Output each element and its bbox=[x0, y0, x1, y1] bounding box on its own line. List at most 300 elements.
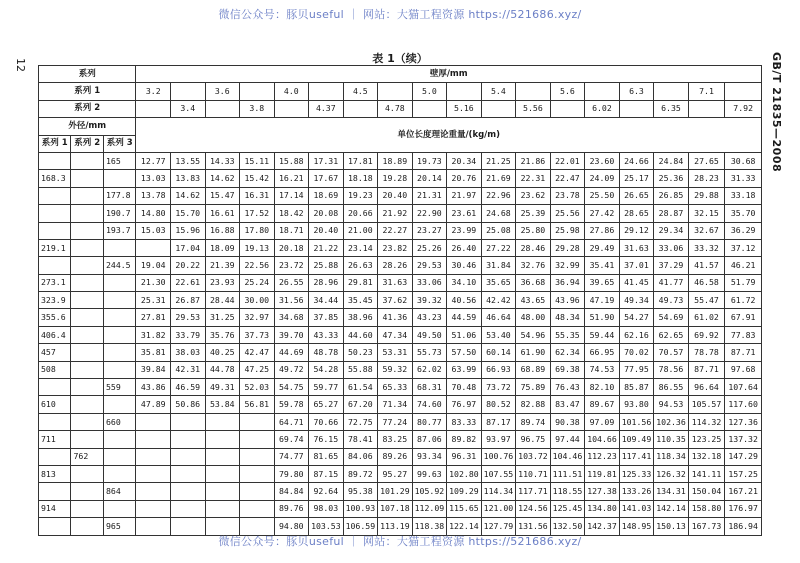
weight-cell: 36.29 bbox=[725, 222, 762, 239]
thickness-s1-cell: 4.5 bbox=[343, 83, 378, 100]
weight-cell: 93.34 bbox=[412, 448, 447, 465]
weight-cell: 95.27 bbox=[378, 465, 413, 482]
weight-cell: 96.64 bbox=[688, 379, 725, 396]
weight-cell: 56.81 bbox=[240, 396, 275, 413]
weight-cell: 26.87 bbox=[171, 292, 206, 309]
weight-cell: 83.25 bbox=[378, 431, 413, 448]
weight-cell: 89.26 bbox=[378, 448, 413, 465]
outer-diameter-s1: 168.3 bbox=[39, 170, 71, 187]
weight-cell: 68.89 bbox=[516, 361, 551, 378]
table-row bbox=[39, 152, 762, 169]
watermark-top: 微信公众号：豚贝useful ｜ 网站：大猫工程资源 https://521686.xyz/ bbox=[218, 8, 582, 21]
outer-diameter-s3 bbox=[103, 239, 136, 256]
weight-cell: 97.68 bbox=[725, 361, 762, 378]
weight-cell: 35.76 bbox=[205, 326, 240, 343]
weight-cell bbox=[171, 483, 206, 500]
weight-cell: 25.26 bbox=[412, 239, 447, 256]
weight-cell: 51.79 bbox=[725, 274, 762, 291]
weight-cell: 48.00 bbox=[516, 309, 551, 326]
weight-cell: 41.36 bbox=[378, 309, 413, 326]
weight-cell: 111.51 bbox=[550, 465, 585, 482]
weight-cell: 106.59 bbox=[343, 518, 378, 535]
outer-diameter-s3: 965 bbox=[103, 518, 136, 535]
weight-cell: 132.50 bbox=[550, 518, 585, 535]
table-row bbox=[39, 379, 762, 396]
weight-cell: 76.43 bbox=[550, 379, 585, 396]
outer-diameter-s2 bbox=[71, 431, 103, 448]
weight-cell: 109.29 bbox=[447, 483, 482, 500]
outer-diameter-s2 bbox=[71, 344, 103, 361]
weight-cell: 87.71 bbox=[688, 361, 725, 378]
weight-cell: 63.99 bbox=[447, 361, 482, 378]
weight-cell: 77.95 bbox=[619, 361, 654, 378]
weight-cell: 40.25 bbox=[205, 344, 240, 361]
weight-cell: 83.47 bbox=[550, 396, 585, 413]
weight-cell: 23.72 bbox=[274, 257, 309, 274]
weight-cell: 20.08 bbox=[309, 205, 344, 222]
outer-diameter-s2 bbox=[71, 396, 103, 413]
weight-cell: 21.69 bbox=[481, 170, 516, 187]
weight-cell: 20.14 bbox=[412, 170, 447, 187]
weight-cell: 70.66 bbox=[309, 413, 344, 430]
weight-cell: 85.87 bbox=[619, 379, 654, 396]
weight-cell: 35.70 bbox=[725, 205, 762, 222]
weight-cell: 119.81 bbox=[585, 465, 620, 482]
weight-cell: 157.25 bbox=[725, 465, 762, 482]
weight-cell: 18.69 bbox=[309, 187, 344, 204]
weight-cell: 28.26 bbox=[378, 257, 413, 274]
weight-cell: 55.35 bbox=[550, 326, 585, 343]
weight-cell: 60.14 bbox=[481, 344, 516, 361]
outer-diameter-s2 bbox=[71, 326, 103, 343]
weight-cell: 29.49 bbox=[585, 239, 620, 256]
weight-cell: 27.81 bbox=[136, 309, 171, 326]
weight-cell bbox=[171, 431, 206, 448]
weight-cell: 31.84 bbox=[481, 257, 516, 274]
outer-diameter-s2 bbox=[71, 274, 103, 291]
weight-cell: 18.18 bbox=[343, 170, 378, 187]
outer-diameter-s1: 219.1 bbox=[39, 239, 71, 256]
weight-cell: 28.46 bbox=[516, 239, 551, 256]
weight-cell: 37.12 bbox=[725, 239, 762, 256]
thickness-s2-cell bbox=[343, 100, 378, 117]
weight-cell bbox=[205, 431, 240, 448]
page-number: 12 bbox=[14, 58, 27, 72]
thickness-s1-cell bbox=[309, 83, 344, 100]
weight-cell: 59.32 bbox=[378, 361, 413, 378]
weight-cell: 37.85 bbox=[309, 309, 344, 326]
weight-cell bbox=[136, 431, 171, 448]
weight-cell: 23.93 bbox=[205, 274, 240, 291]
weight-cell: 22.31 bbox=[516, 170, 551, 187]
outer-diameter-s1: 406.4 bbox=[39, 326, 71, 343]
weight-cell bbox=[240, 500, 275, 517]
weight-cell: 25.08 bbox=[481, 222, 516, 239]
weight-cell: 35.65 bbox=[481, 274, 516, 291]
table-row bbox=[39, 222, 762, 239]
outer-diameter-s3 bbox=[103, 292, 136, 309]
weight-cell: 28.96 bbox=[309, 274, 344, 291]
standard-code: GB/T 21835—2008 bbox=[770, 52, 783, 173]
thickness-s1-cell bbox=[654, 83, 689, 100]
weight-cell: 103.53 bbox=[309, 518, 344, 535]
table-row bbox=[39, 500, 762, 517]
weight-cell: 107.64 bbox=[725, 379, 762, 396]
outer-diameter-s3: 244.5 bbox=[103, 257, 136, 274]
weight-cell: 19.23 bbox=[343, 187, 378, 204]
thickness-s2-cell: 4.78 bbox=[378, 100, 413, 117]
weight-cell: 41.57 bbox=[688, 257, 725, 274]
outer-diameter-s3 bbox=[103, 431, 136, 448]
weight-cell: 59.78 bbox=[274, 396, 309, 413]
weight-cell: 95.38 bbox=[343, 483, 378, 500]
series2-header: 系列 2 bbox=[39, 100, 136, 117]
weight-cell: 158.80 bbox=[688, 500, 725, 517]
weight-cell bbox=[240, 431, 275, 448]
weight-cell: 23.82 bbox=[378, 239, 413, 256]
weight-cell: 80.77 bbox=[412, 413, 447, 430]
weight-cell: 114.34 bbox=[481, 483, 516, 500]
outer-diameter-s1: 457 bbox=[39, 344, 71, 361]
thickness-s1-cell bbox=[516, 83, 551, 100]
weight-cell: 32.76 bbox=[516, 257, 551, 274]
weight-cell: 28.87 bbox=[654, 205, 689, 222]
weight-cell: 98.03 bbox=[309, 500, 344, 517]
table-row bbox=[39, 257, 762, 274]
weight-cell: 93.97 bbox=[481, 431, 516, 448]
weight-cell: 25.24 bbox=[240, 274, 275, 291]
weight-cell bbox=[205, 465, 240, 482]
thickness-s2-cell bbox=[688, 100, 725, 117]
series-header: 系列 bbox=[39, 66, 136, 83]
weight-cell: 12.77 bbox=[136, 152, 171, 169]
weight-cell: 105.57 bbox=[688, 396, 725, 413]
weight-cell: 22.56 bbox=[240, 257, 275, 274]
weight-cell: 55.73 bbox=[412, 344, 447, 361]
weight-cell: 47.34 bbox=[378, 326, 413, 343]
weight-cell: 27.86 bbox=[585, 222, 620, 239]
thickness-s1-cell: 5.4 bbox=[481, 83, 516, 100]
weight-cell: 30.68 bbox=[725, 152, 762, 169]
weight-cell: 83.33 bbox=[447, 413, 482, 430]
thickness-s2-cell: 5.16 bbox=[447, 100, 482, 117]
weight-cell: 66.95 bbox=[585, 344, 620, 361]
outer-diameter-s3: 177.8 bbox=[103, 187, 136, 204]
weight-cell: 96.31 bbox=[447, 448, 482, 465]
outer-diameter-s1 bbox=[39, 483, 71, 500]
weight-cell: 167.21 bbox=[725, 483, 762, 500]
weight-cell: 23.99 bbox=[447, 222, 482, 239]
weight-cell: 61.54 bbox=[343, 379, 378, 396]
weight-cell: 52.03 bbox=[240, 379, 275, 396]
weight-cell: 26.65 bbox=[619, 187, 654, 204]
od-series1-label: 系列 1 bbox=[39, 135, 71, 152]
weight-cell: 27.65 bbox=[688, 152, 725, 169]
weight-cell: 78.78 bbox=[688, 344, 725, 361]
outer-diameter-s2 bbox=[71, 257, 103, 274]
header-row-series bbox=[39, 66, 762, 83]
weight-cell: 89.72 bbox=[343, 465, 378, 482]
weight-cell: 79.80 bbox=[274, 465, 309, 482]
weight-cell: 89.82 bbox=[447, 431, 482, 448]
weight-cell: 62.65 bbox=[654, 326, 689, 343]
weight-cell: 82.88 bbox=[516, 396, 551, 413]
outer-diameter-s2 bbox=[71, 413, 103, 430]
weight-cell: 23.27 bbox=[412, 222, 447, 239]
weight-cell: 35.41 bbox=[585, 257, 620, 274]
weight-cell: 23.61 bbox=[447, 205, 482, 222]
thickness-s2-cell: 4.37 bbox=[309, 100, 344, 117]
weight-cell: 77.83 bbox=[725, 326, 762, 343]
weight-cell: 28.65 bbox=[619, 205, 654, 222]
weight-cell: 19.28 bbox=[378, 170, 413, 187]
weight-cell: 33.32 bbox=[688, 239, 725, 256]
weight-cell: 78.41 bbox=[343, 431, 378, 448]
weight-cell: 65.33 bbox=[378, 379, 413, 396]
outer-diameter-s2 bbox=[71, 205, 103, 222]
table-row bbox=[39, 292, 762, 309]
weight-cell: 22.47 bbox=[550, 170, 585, 187]
weight-cell: 17.67 bbox=[309, 170, 344, 187]
weight-cell: 33.18 bbox=[725, 187, 762, 204]
table-row bbox=[39, 239, 762, 256]
weight-cell: 84.84 bbox=[274, 483, 309, 500]
weight-cell: 67.91 bbox=[725, 309, 762, 326]
weight-cell: 51.06 bbox=[447, 326, 482, 343]
weight-cell: 20.40 bbox=[378, 187, 413, 204]
outer-diameter-s1 bbox=[39, 152, 71, 169]
thickness-s1-cell bbox=[240, 83, 275, 100]
outer-diameter-s3 bbox=[103, 465, 136, 482]
weight-cell: 25.56 bbox=[550, 205, 585, 222]
weight-cell: 21.30 bbox=[136, 274, 171, 291]
outer-diameter-s1: 273.1 bbox=[39, 274, 71, 291]
weight-cell: 61.90 bbox=[516, 344, 551, 361]
weight-cell: 29.88 bbox=[688, 187, 725, 204]
weight-cell: 28.44 bbox=[205, 292, 240, 309]
weight-cell: 24.09 bbox=[585, 170, 620, 187]
weight-cell: 112.09 bbox=[412, 500, 447, 517]
weight-cell: 49.72 bbox=[274, 361, 309, 378]
outer-diameter-s1: 508 bbox=[39, 361, 71, 378]
table-row bbox=[39, 361, 762, 378]
outer-diameter-s2 bbox=[71, 292, 103, 309]
series1-header: 系列 1 bbox=[39, 83, 136, 100]
weight-cell: 46.21 bbox=[725, 257, 762, 274]
weight-cell: 109.49 bbox=[619, 431, 654, 448]
table-row bbox=[39, 344, 762, 361]
weight-cell: 53.31 bbox=[378, 344, 413, 361]
weight-cell: 55.88 bbox=[343, 361, 378, 378]
weight-cell: 47.19 bbox=[585, 292, 620, 309]
outer-diameter-s3 bbox=[103, 448, 136, 465]
weight-cell: 50.23 bbox=[343, 344, 378, 361]
weight-cell: 20.66 bbox=[343, 205, 378, 222]
outer-diameter-s3: 864 bbox=[103, 483, 136, 500]
weight-cell: 110.35 bbox=[654, 431, 689, 448]
weight-cell bbox=[136, 465, 171, 482]
weight-cell: 176.97 bbox=[725, 500, 762, 517]
outer-diameter-s1: 711 bbox=[39, 431, 71, 448]
weight-cell bbox=[136, 448, 171, 465]
outer-diameter-s2 bbox=[71, 500, 103, 517]
weight-cell: 14.62 bbox=[205, 170, 240, 187]
od-series3-label: 系列 3 bbox=[103, 135, 136, 152]
weight-cell bbox=[171, 413, 206, 430]
weight-cell: 77.24 bbox=[378, 413, 413, 430]
weight-cell: 21.00 bbox=[343, 222, 378, 239]
weight-cell: 94.53 bbox=[654, 396, 689, 413]
weight-cell: 32.99 bbox=[550, 257, 585, 274]
weight-cell: 47.25 bbox=[240, 361, 275, 378]
outer-diameter-s2: 762 bbox=[71, 448, 103, 465]
weight-cell: 16.61 bbox=[205, 205, 240, 222]
weight-cell: 90.38 bbox=[550, 413, 585, 430]
weight-cell: 15.96 bbox=[171, 222, 206, 239]
weight-cell bbox=[171, 448, 206, 465]
weight-cell: 62.34 bbox=[550, 344, 585, 361]
weight-cell: 29.34 bbox=[654, 222, 689, 239]
weight-cell: 43.23 bbox=[412, 309, 447, 326]
weight-cell: 100.93 bbox=[343, 500, 378, 517]
thickness-s2-cell: 6.02 bbox=[585, 100, 620, 117]
weight-cell: 20.34 bbox=[447, 152, 482, 169]
weight-cell: 84.06 bbox=[343, 448, 378, 465]
weight-cell: 17.80 bbox=[240, 222, 275, 239]
weight-cell: 21.22 bbox=[309, 239, 344, 256]
weight-cell: 137.32 bbox=[725, 431, 762, 448]
weight-cell: 44.69 bbox=[274, 344, 309, 361]
weight-cell: 75.89 bbox=[516, 379, 551, 396]
outer-diameter-s3 bbox=[103, 326, 136, 343]
weight-cell: 49.50 bbox=[412, 326, 447, 343]
weight-cell: 122.14 bbox=[447, 518, 482, 535]
outer-diameter-s1: 914 bbox=[39, 500, 71, 517]
weight-cell: 25.98 bbox=[550, 222, 585, 239]
weight-cell: 35.45 bbox=[343, 292, 378, 309]
outer-diameter-s1: 813 bbox=[39, 465, 71, 482]
weight-cell bbox=[171, 465, 206, 482]
weight-cell: 33.06 bbox=[654, 239, 689, 256]
weight-cell bbox=[205, 413, 240, 430]
weight-cell: 32.15 bbox=[688, 205, 725, 222]
outer-diameter-s2 bbox=[71, 483, 103, 500]
table-title: 表 1（续） bbox=[372, 52, 428, 65]
weight-cell: 22.01 bbox=[550, 152, 585, 169]
weight-cell: 15.70 bbox=[171, 205, 206, 222]
weight-cell: 69.74 bbox=[274, 431, 309, 448]
thickness-s2-cell bbox=[274, 100, 309, 117]
weight-cell: 114.32 bbox=[688, 413, 725, 430]
weight-cell: 26.40 bbox=[447, 239, 482, 256]
weight-cell: 15.47 bbox=[205, 187, 240, 204]
weight-cell: 15.88 bbox=[274, 152, 309, 169]
weight-cell: 34.68 bbox=[274, 309, 309, 326]
table-row bbox=[39, 396, 762, 413]
weight-cell: 17.52 bbox=[240, 205, 275, 222]
weight-cell: 117.41 bbox=[619, 448, 654, 465]
weight-cell: 64.71 bbox=[274, 413, 309, 430]
weight-cell: 23.62 bbox=[516, 187, 551, 204]
header-row-od bbox=[39, 118, 762, 135]
weight-cell: 167.73 bbox=[688, 518, 725, 535]
thickness-s2-cell bbox=[412, 100, 447, 117]
thickness-s2-cell: 3.8 bbox=[240, 100, 275, 117]
weight-cell: 118.34 bbox=[654, 448, 689, 465]
weight-cell bbox=[136, 500, 171, 517]
thickness-s2-cell bbox=[136, 100, 171, 117]
weight-cell: 133.26 bbox=[619, 483, 654, 500]
weight-cell: 26.63 bbox=[343, 257, 378, 274]
weight-cell: 22.90 bbox=[412, 205, 447, 222]
thickness-s1-cell: 3.6 bbox=[205, 83, 240, 100]
weight-cell: 47.89 bbox=[136, 396, 171, 413]
weight-cell: 49.34 bbox=[619, 292, 654, 309]
weight-cell: 76.97 bbox=[447, 396, 482, 413]
weight-cell: 124.56 bbox=[516, 500, 551, 517]
weight-cell: 32.97 bbox=[240, 309, 275, 326]
weight-cell: 24.66 bbox=[619, 152, 654, 169]
weight-cell: 14.33 bbox=[205, 152, 240, 169]
outer-diameter-s2 bbox=[71, 222, 103, 239]
weight-cell: 87.17 bbox=[481, 413, 516, 430]
weight-cell: 54.75 bbox=[274, 379, 309, 396]
weight-cell: 48.78 bbox=[309, 344, 344, 361]
weight-cell: 134.31 bbox=[654, 483, 689, 500]
weight-cell: 44.78 bbox=[205, 361, 240, 378]
weight-cell: 113.19 bbox=[378, 518, 413, 535]
weight-cell: 142.14 bbox=[654, 500, 689, 517]
weight-cell: 29.53 bbox=[171, 309, 206, 326]
weight-cell: 150.04 bbox=[688, 483, 725, 500]
weight-cell: 42.47 bbox=[240, 344, 275, 361]
outer-diameter-s2 bbox=[71, 187, 103, 204]
weight-cell: 73.72 bbox=[481, 379, 516, 396]
weight-cell: 24.68 bbox=[481, 205, 516, 222]
weight-cell: 13.78 bbox=[136, 187, 171, 204]
weight-cell: 51.90 bbox=[585, 309, 620, 326]
weight-cell: 17.14 bbox=[274, 187, 309, 204]
od-series2-label: 系列 2 bbox=[71, 135, 103, 152]
weight-cell: 25.50 bbox=[585, 187, 620, 204]
thickness-s1-cell: 6.3 bbox=[619, 83, 654, 100]
weight-cell: 34.44 bbox=[309, 292, 344, 309]
weight-cell: 30.46 bbox=[447, 257, 482, 274]
weight-cell: 21.97 bbox=[447, 187, 482, 204]
weight-cell: 97.44 bbox=[550, 431, 585, 448]
weight-cell: 13.55 bbox=[171, 152, 206, 169]
weight-cell: 25.88 bbox=[309, 257, 344, 274]
thickness-s2-cell: 3.4 bbox=[171, 100, 206, 117]
weight-cell: 127.79 bbox=[481, 518, 516, 535]
weight-cell: 43.33 bbox=[309, 326, 344, 343]
weight-cell: 141.03 bbox=[619, 500, 654, 517]
weight-cell: 44.60 bbox=[343, 326, 378, 343]
weight-cell: 33.79 bbox=[171, 326, 206, 343]
weight-cell: 17.81 bbox=[343, 152, 378, 169]
weight-cell: 92.64 bbox=[309, 483, 344, 500]
outer-diameter-s1 bbox=[39, 413, 71, 430]
weight-cell: 69.92 bbox=[688, 326, 725, 343]
weight-cell bbox=[240, 448, 275, 465]
outer-diameter-s3 bbox=[103, 274, 136, 291]
thickness-s2-cell bbox=[205, 100, 240, 117]
weight-cell: 72.75 bbox=[343, 413, 378, 430]
weight-cell: 15.11 bbox=[240, 152, 275, 169]
table-row bbox=[39, 326, 762, 343]
weight-cell: 16.21 bbox=[274, 170, 309, 187]
weight-cell: 102.36 bbox=[654, 413, 689, 430]
